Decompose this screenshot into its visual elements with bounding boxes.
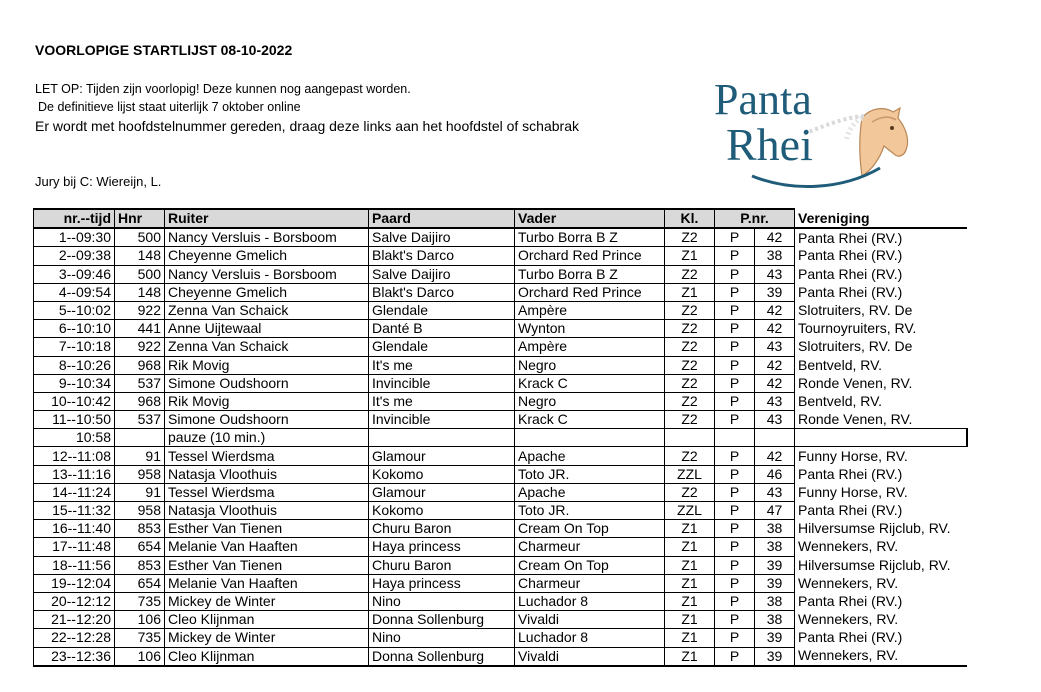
cell-pnr: 46 <box>755 465 795 483</box>
cell-hnr: 968 <box>115 392 165 410</box>
jury-info: Jury bij C: Wiereijn, L. <box>35 174 162 189</box>
cell-vader: Vivaldi <box>515 647 665 666</box>
cell-p: P <box>715 247 755 265</box>
cell-nr-tijd: 21--12:20 <box>34 611 115 629</box>
cell-p: P <box>715 556 755 574</box>
cell-p: P <box>715 520 755 538</box>
cell-nr-tijd: 10:58 <box>34 429 115 447</box>
cell-vereniging: Panta Rhei (RV.) <box>798 265 903 282</box>
cell-nr-tijd: 17--11:48 <box>34 538 115 556</box>
cell-kl: Z2 <box>665 228 715 247</box>
cell-paard: Nino <box>369 592 515 610</box>
cell-vereniging: Funny Horse, RV. <box>798 483 908 500</box>
cell-paard: Invincible <box>369 374 515 392</box>
cell-nr-tijd: 14--11:24 <box>34 483 115 501</box>
table-row <box>34 483 967 501</box>
cell-vereniging: Panta Rhei (RV.) <box>798 283 903 300</box>
cell-p: P <box>715 592 755 610</box>
cell-pnr: 43 <box>755 265 795 283</box>
cell-vader: Orchard Red Prince <box>515 247 665 265</box>
cell-pnr: 43 <box>755 411 795 429</box>
cell-vader: Turbo Borra B Z <box>515 265 665 283</box>
cell-p: P <box>715 320 755 338</box>
cell-nr-tijd: 4--09:54 <box>34 283 115 301</box>
cell-vader: Toto JR. <box>515 502 665 520</box>
cell-kl: Z2 <box>665 392 715 410</box>
cell-ruiter: Mickey de Winter <box>165 629 369 647</box>
cell-ruiter: Natasja Vloothuis <box>165 502 369 520</box>
cell-pnr: 39 <box>755 283 795 301</box>
cell-vader: Charmeur <box>515 538 665 556</box>
cell-pnr: 39 <box>755 574 795 592</box>
cell-vereniging: Ronde Venen, RV. <box>798 374 913 391</box>
cell-vereniging: Wennekers, RV. <box>798 574 899 591</box>
cell-p: P <box>715 629 755 647</box>
cell-ruiter: Melanie Van Haaften <box>165 538 369 556</box>
cell-pnr: 43 <box>755 338 795 356</box>
col-header-pnr: P.nr. <box>715 209 795 228</box>
cell-kl: Z2 <box>665 320 715 338</box>
cell-vereniging: Slotruiters, RV. De <box>798 338 913 355</box>
cell-ruiter: Anne Uijtewaal <box>165 320 369 338</box>
cell-p: P <box>715 611 755 629</box>
cell-pnr: 39 <box>755 647 795 666</box>
table-row <box>34 556 967 574</box>
cell-hnr: 500 <box>115 228 165 247</box>
cell-p: P <box>715 465 755 483</box>
table-row <box>34 502 967 520</box>
cell-vereniging: Wennekers, RV. <box>798 538 899 555</box>
cell-kl: Z2 <box>665 265 715 283</box>
cell-vader: Ampère <box>515 301 665 319</box>
cell-kl: Z2 <box>665 356 715 374</box>
cell-vereniging: Wennekers, RV. <box>795 647 967 666</box>
cell-hnr: 91 <box>115 483 165 501</box>
cell-nr-tijd: 15--11:32 <box>34 502 115 520</box>
cell-nr-tijd: 12--11:08 <box>34 447 115 465</box>
cell-p <box>715 429 755 447</box>
cell-nr-tijd: 9--10:34 <box>34 374 115 392</box>
cell-pnr: 47 <box>755 502 795 520</box>
cell-hnr: 148 <box>115 283 165 301</box>
cell-p: P <box>715 301 755 319</box>
cell-ruiter: Cheyenne Gmelich <box>165 247 369 265</box>
cell-ruiter: Simone Oudshoorn <box>165 411 369 429</box>
cell-vader: Luchador 8 <box>515 592 665 610</box>
cell-vereniging: Panta Rhei (RV.) <box>798 629 903 646</box>
col-header-vereniging: Vereniging <box>795 209 967 228</box>
table-row <box>34 574 967 592</box>
panta-rhei-logo <box>712 72 912 196</box>
cell-paard: Kokomo <box>369 502 515 520</box>
logo-text-panta: Panta <box>714 75 812 124</box>
cell-paard: Invincible <box>369 411 515 429</box>
table-row <box>34 356 967 374</box>
cell-kl: ZZL <box>665 465 715 483</box>
table-row <box>34 447 967 465</box>
cell-pnr: 43 <box>755 483 795 501</box>
table-row <box>34 592 967 610</box>
cell-nr-tijd: 16--11:40 <box>34 520 115 538</box>
cell-kl: Z1 <box>665 556 715 574</box>
cell-p: P <box>715 447 755 465</box>
pause-row <box>34 429 967 447</box>
cell-ruiter: Cleo Klijnman <box>165 647 369 666</box>
cell-p: P <box>715 574 755 592</box>
cell-p: P <box>715 538 755 556</box>
cell-vader: Cream On Top <box>515 520 665 538</box>
cell-hnr: 441 <box>115 320 165 338</box>
cell-paard: Donna Sollenburg <box>369 611 515 629</box>
cell-vader: Krack C <box>515 411 665 429</box>
cell-ruiter: Mickey de Winter <box>165 592 369 610</box>
cell-vereniging: Tournoyruiters, RV. <box>798 320 917 337</box>
cell-kl: Z2 <box>665 374 715 392</box>
table-row <box>34 611 967 629</box>
table-row <box>34 301 967 319</box>
cell-kl: Z1 <box>665 538 715 556</box>
cell-nr-tijd: 5--10:02 <box>34 301 115 319</box>
cell-hnr: 853 <box>115 556 165 574</box>
cell-p: P <box>715 374 755 392</box>
table-row <box>34 320 967 338</box>
cell-pnr: 43 <box>755 392 795 410</box>
cell-kl: Z2 <box>665 447 715 465</box>
cell-nr-tijd: 6--10:10 <box>34 320 115 338</box>
cell-vader: Negro <box>515 356 665 374</box>
cell-vereniging <box>795 429 967 447</box>
cell-paard: Haya princess <box>369 538 515 556</box>
table-row <box>34 265 967 283</box>
cell-pnr: 42 <box>755 320 795 338</box>
cell-hnr: 922 <box>115 338 165 356</box>
cell-vader: Toto JR. <box>515 465 665 483</box>
cell-vereniging: Panta Rhei (RV.) <box>798 229 903 246</box>
cell-hnr: 106 <box>115 611 165 629</box>
cell-ruiter: Natasja Vloothuis <box>165 465 369 483</box>
cell-ruiter: Tessel Wierdsma <box>165 447 369 465</box>
cell-hnr: 968 <box>115 356 165 374</box>
cell-pnr: 39 <box>755 629 795 647</box>
cell-hnr: 654 <box>115 574 165 592</box>
cell-paard <box>369 429 515 447</box>
cell-vader: Luchador 8 <box>515 629 665 647</box>
cell-vader: Apache <box>515 483 665 501</box>
cell-nr-tijd: 13--11:16 <box>34 465 115 483</box>
cell-paard: Glendale <box>369 338 515 356</box>
table-row <box>34 392 967 410</box>
cell-ruiter: Cleo Klijnman <box>165 611 369 629</box>
cell-pnr: 39 <box>755 556 795 574</box>
table-row <box>34 629 967 647</box>
cell-hnr: 91 <box>115 447 165 465</box>
cell-paard: It's me <box>369 356 515 374</box>
cell-kl: Z2 <box>665 301 715 319</box>
cell-ruiter: Simone Oudshoorn <box>165 374 369 392</box>
table-row <box>34 465 967 483</box>
cell-kl: Z1 <box>665 574 715 592</box>
cell-kl: Z1 <box>665 629 715 647</box>
cell-ruiter: Zenna Van Schaick <box>165 301 369 319</box>
cell-p: P <box>715 502 755 520</box>
table-row <box>34 538 967 556</box>
cell-paard: Blakt's Darco <box>369 283 515 301</box>
cell-pnr: 38 <box>755 611 795 629</box>
cell-vader: Negro <box>515 392 665 410</box>
cell-nr-tijd: 1--09:30 <box>34 228 115 247</box>
cell-paard: Nino <box>369 629 515 647</box>
cell-ruiter: Zenna Van Schaick <box>165 338 369 356</box>
cell-paard: It's me <box>369 392 515 410</box>
cell-p: P <box>715 356 755 374</box>
cell-vader: Charmeur <box>515 574 665 592</box>
cell-pnr: 38 <box>755 520 795 538</box>
start-list-table <box>33 208 968 667</box>
cell-pnr: 38 <box>755 247 795 265</box>
col-header-hnr: Hnr <box>115 209 165 228</box>
cell-paard: Haya princess <box>369 574 515 592</box>
cell-kl: Z1 <box>665 247 715 265</box>
col-header-vader: Vader <box>515 209 665 228</box>
cell-ruiter: Nancy Versluis - Borsboom <box>165 265 369 283</box>
cell-vader: Turbo Borra B Z <box>515 228 665 247</box>
cell-nr-tijd: 23--12:36 <box>34 647 115 666</box>
cell-paard: Blakt's Darco <box>369 247 515 265</box>
cell-pnr: 38 <box>755 538 795 556</box>
cell-nr-tijd: 19--12:04 <box>34 574 115 592</box>
cell-paard: Salve Daijiro <box>369 265 515 283</box>
cell-pnr <box>755 429 795 447</box>
table-row <box>34 411 967 429</box>
cell-vader: Krack C <box>515 374 665 392</box>
cell-kl: Z2 <box>665 411 715 429</box>
cell-vader: Cream On Top <box>515 556 665 574</box>
cell-nr-tijd: 22--12:28 <box>34 629 115 647</box>
cell-p: P <box>715 228 755 247</box>
cell-kl <box>665 429 715 447</box>
cell-paard: Donna Sollenburg <box>369 647 515 666</box>
cell-kl: Z2 <box>665 338 715 356</box>
cell-vader: Apache <box>515 447 665 465</box>
cell-vereniging: Panta Rhei (RV.) <box>798 247 903 264</box>
notice-line-3: Er wordt met hoofdstelnummer gereden, draag deze links aan het hoofdstel of schabrak <box>35 118 579 134</box>
cell-hnr: 148 <box>115 247 165 265</box>
table-row <box>34 283 967 301</box>
cell-paard: Kokomo <box>369 465 515 483</box>
cell-paard: Churu Baron <box>369 556 515 574</box>
cell-kl: Z1 <box>665 283 715 301</box>
cell-nr-tijd: 2--09:38 <box>34 247 115 265</box>
col-header-nr-tijd: nr.--tijd <box>34 209 115 228</box>
cell-hnr: 500 <box>115 265 165 283</box>
cell-paard: Glamour <box>369 447 515 465</box>
cell-kl: Z2 <box>665 483 715 501</box>
cell-p: P <box>715 283 755 301</box>
cell-nr-tijd: 11--10:50 <box>34 411 115 429</box>
cell-p: P <box>715 338 755 356</box>
cell-hnr: 853 <box>115 520 165 538</box>
cell-ruiter: Rik Movig <box>165 392 369 410</box>
cell-vereniging: Slotruiters, RV. De <box>798 302 913 319</box>
cell-ruiter: Nancy Versluis - Borsboom <box>165 228 369 247</box>
cell-ruiter: Esther Van Tienen <box>165 520 369 538</box>
cell-ruiter: Melanie Van Haaften <box>165 574 369 592</box>
cell-nr-tijd: 3--09:46 <box>34 265 115 283</box>
cell-hnr: 654 <box>115 538 165 556</box>
table-row <box>34 520 967 538</box>
table-row <box>34 338 967 356</box>
cell-pnr: 42 <box>755 374 795 392</box>
cell-nr-tijd: 18--11:56 <box>34 556 115 574</box>
cell-vereniging: Funny Horse, RV. <box>798 447 908 464</box>
cell-p: P <box>715 647 755 666</box>
cell-kl: Z1 <box>665 647 715 666</box>
logo-text-rhei: Rhei <box>726 119 813 170</box>
cell-hnr: 958 <box>115 502 165 520</box>
cell-pnr: 42 <box>755 356 795 374</box>
notice-line-2: De definitieve lijst staat uiterlijk 7 oktober online <box>38 100 301 114</box>
cell-hnr: 537 <box>115 374 165 392</box>
cell-paard: Glamour <box>369 483 515 501</box>
cell-vereniging: Bentveld, RV. <box>798 356 883 373</box>
cell-nr-tijd: 7--10:18 <box>34 338 115 356</box>
col-header-paard: Paard <box>369 209 515 228</box>
cell-nr-tijd: 20--12:12 <box>34 592 115 610</box>
cell-ruiter: Tessel Wierdsma <box>165 483 369 501</box>
notice-line-1: LET OP: Tijden zijn voorlopig! Deze kunnen nog aangepast worden. <box>35 82 411 96</box>
cell-vader: Ampère <box>515 338 665 356</box>
cell-hnr: 922 <box>115 301 165 319</box>
cell-p: P <box>715 483 755 501</box>
cell-kl: Z1 <box>665 611 715 629</box>
col-header-ruiter: Ruiter <box>165 209 369 228</box>
cell-vader <box>515 429 665 447</box>
table-row <box>34 228 967 247</box>
cell-paard: Churu Baron <box>369 520 515 538</box>
cell-p: P <box>715 265 755 283</box>
cell-kl: ZZL <box>665 502 715 520</box>
cell-ruiter: pauze (10 min.) <box>165 429 369 447</box>
cell-vereniging: Ronde Venen, RV. <box>798 410 913 427</box>
cell-kl: Z1 <box>665 592 715 610</box>
cell-vereniging: Hilversumse Rijclub, RV. <box>798 520 951 537</box>
cell-hnr: 106 <box>115 647 165 666</box>
table-header-row <box>34 209 967 228</box>
cell-vereniging: Panta Rhei (RV.) <box>798 502 903 519</box>
table-row <box>34 647 967 666</box>
cell-hnr: 958 <box>115 465 165 483</box>
cell-vereniging: Bentveld, RV. <box>798 392 883 409</box>
table-row <box>34 374 967 392</box>
cell-vereniging: Hilversumse Rijclub, RV. <box>798 556 951 573</box>
cell-vader: Orchard Red Prince <box>515 283 665 301</box>
cell-hnr: 537 <box>115 411 165 429</box>
cell-ruiter: Esther Van Tienen <box>165 556 369 574</box>
cell-hnr <box>115 429 165 447</box>
cell-pnr: 42 <box>755 447 795 465</box>
cell-p: P <box>715 392 755 410</box>
col-header-kl: Kl. <box>665 209 715 228</box>
cell-kl: Z1 <box>665 520 715 538</box>
cell-ruiter: Cheyenne Gmelich <box>165 283 369 301</box>
cell-paard: Danté B <box>369 320 515 338</box>
cell-ruiter: Rik Movig <box>165 356 369 374</box>
cell-vereniging: Panta Rhei (RV.) <box>798 465 903 482</box>
horse-head-icon <box>846 108 908 176</box>
cell-nr-tijd: 8--10:26 <box>34 356 115 374</box>
cell-pnr: 42 <box>755 301 795 319</box>
cell-pnr: 42 <box>755 228 795 247</box>
cell-paard: Salve Daijiro <box>369 228 515 247</box>
cell-hnr: 735 <box>115 629 165 647</box>
cell-hnr: 735 <box>115 592 165 610</box>
cell-paard: Glendale <box>369 301 515 319</box>
cell-vader: Vivaldi <box>515 611 665 629</box>
cell-p: P <box>715 411 755 429</box>
page-title: VOORLOPIGE STARTLIJST 08-10-2022 <box>35 42 293 58</box>
cell-vereniging: Wennekers, RV. <box>798 611 899 628</box>
table-row <box>34 247 967 265</box>
cell-pnr: 38 <box>755 592 795 610</box>
cell-nr-tijd: 10--10:42 <box>34 392 115 410</box>
cell-vader: Wynton <box>515 320 665 338</box>
cell-vereniging: Panta Rhei (RV.) <box>798 593 903 610</box>
